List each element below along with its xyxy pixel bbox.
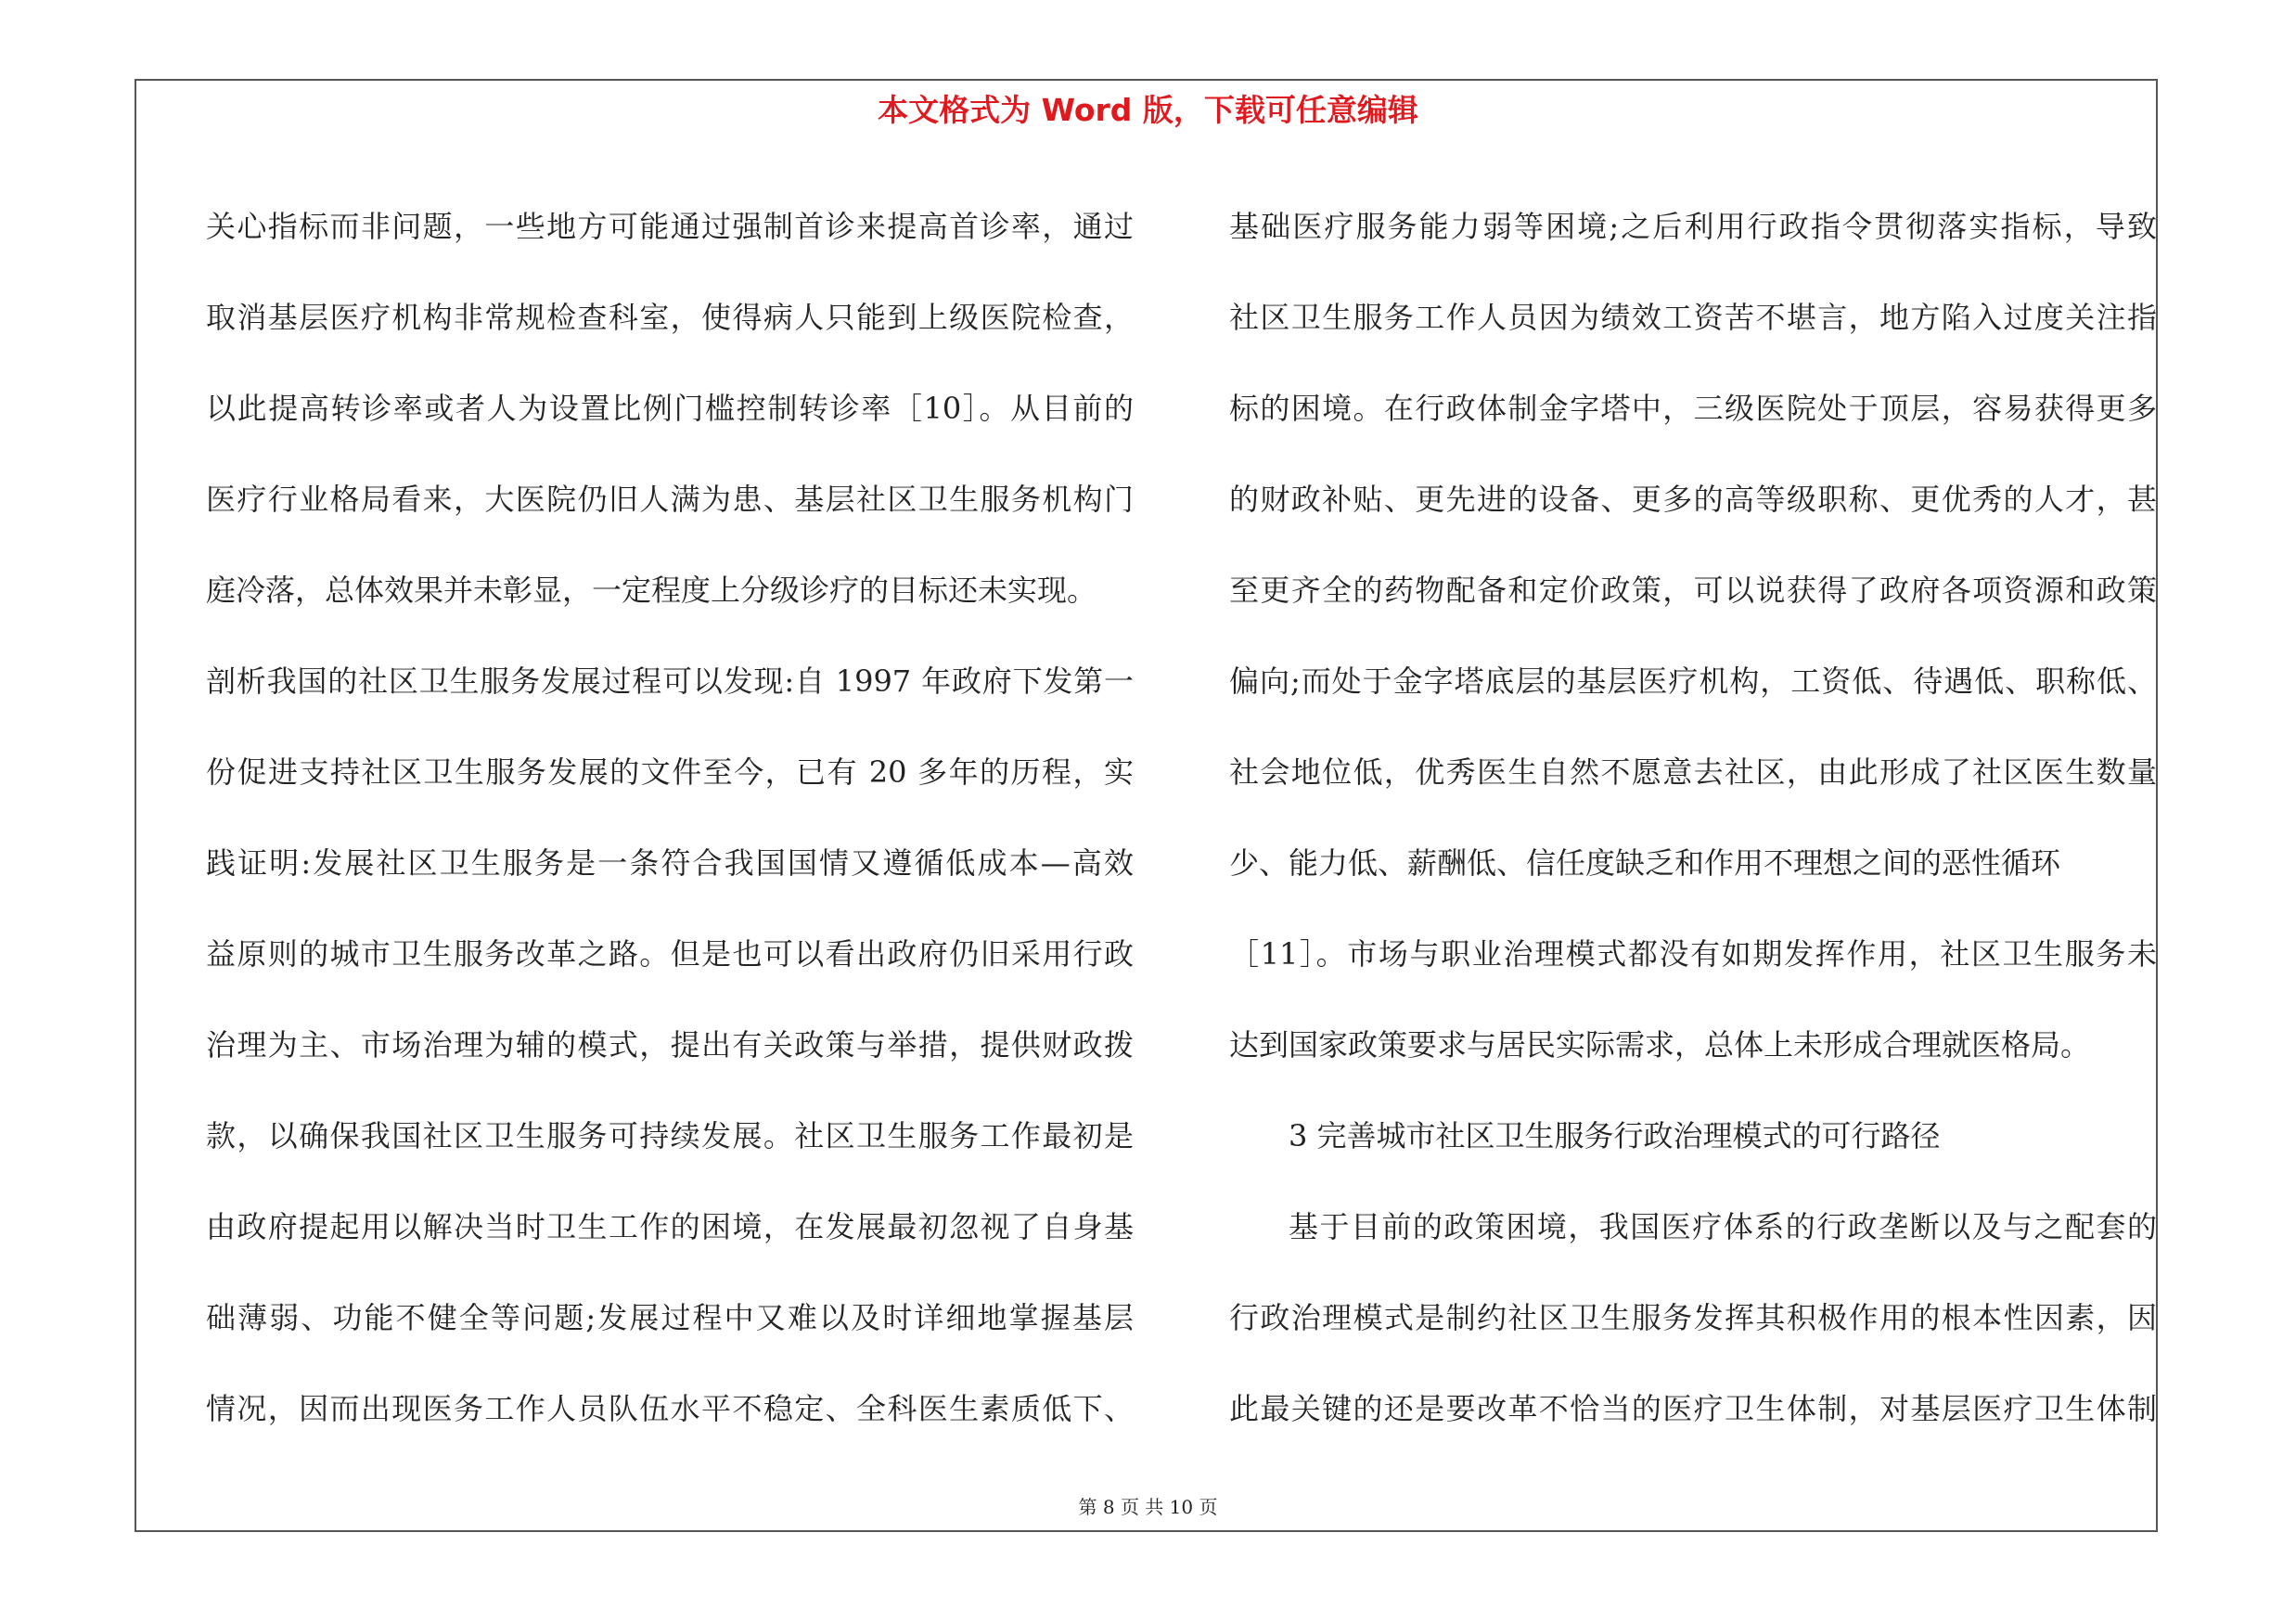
text-line: 情况，因而出现医务工作人员队伍水平不稳定、全科医生素质低下、 [206, 1391, 1134, 1426]
text-line: 份促进支持社区卫生服务发展的文件至今，已有 20 多年的历程，实 [206, 754, 1134, 790]
format-banner: 本文格式为 Word 版，下载可任意编辑 [878, 92, 1418, 128]
text-line: 医疗行业格局看来，大医院仍旧人满为患、基层社区卫生服务机构门 [206, 482, 1134, 517]
text-line: 达到国家政策要求与居民实际需求，总体上未形成合理就医格局。 [1229, 1027, 2091, 1063]
text-line: 行政治理模式是制约社区卫生服务发挥其积极作用的根本性因素，因 [1229, 1300, 2157, 1335]
text-line: 由政府提起用以解决当时卫生工作的困境，在发展最初忽视了自身基 [206, 1209, 1134, 1244]
text-line: 取消基层医疗机构非常规检查科室，使得病人只能到上级医院检查， [206, 300, 1134, 335]
text-line: 社区卫生服务工作人员因为绩效工资苦不堪言，地方陷入过度关注指 [1229, 300, 2157, 335]
text-line: 础薄弱、功能不健全等问题;发展过程中又难以及时详细地掌握基层 [206, 1300, 1134, 1335]
right-column [1229, 181, 2157, 1454]
text-line: 至更齐全的药物配备和定价政策，可以说获得了政府各项资源和政策 [1229, 573, 2157, 608]
text-line: 剖析我国的社区卫生服务发展过程可以发现:自 1997 年政府下发第一 [206, 663, 1134, 699]
text-line: 的财政补贴、更先进的设备、更多的高等级职称、更优秀的人才，甚 [1229, 482, 2157, 517]
text-line: 社会地位低，优秀医生自然不愿意去社区，由此形成了社区医生数量 [1229, 754, 2157, 790]
text-line: 庭冷落，总体效果并未彰显，一定程度上分级诊疗的目标还未实现。 [206, 573, 1097, 608]
left-column [206, 181, 1134, 1454]
text-line: 治理为主、市场治理为辅的模式，提出有关政策与举措，提供财政拨 [206, 1027, 1134, 1063]
text-line: 少、能力低、薪酬低、信任度缺乏和作用不理想之间的恶性循环 [1229, 845, 2061, 881]
text-line: 标的困境。在行政体制金字塔中，三级医院处于顶层，容易获得更多 [1229, 391, 2157, 426]
text-line: 此最关键的还是要改革不恰当的医疗卫生体制，对基层医疗卫生体制 [1229, 1391, 2157, 1426]
text-line: 益原则的城市卫生服务改革之路。但是也可以看出政府仍旧采用行政 [206, 936, 1134, 972]
text-line: 基础医疗服务能力弱等困境;之后利用行政指令贯彻落实指标，导致 [1229, 209, 2157, 244]
text-line: 关心指标而非问题，一些地方可能通过强制首诊来提高首诊率，通过 [206, 209, 1134, 244]
text-line: ［11］。市场与职业治理模式都没有如期发挥作用，社区卫生服务未 [1229, 936, 2157, 972]
text-line: 偏向;而处于金字塔底层的基层医疗机构，工资低、待遇低、职称低、 [1229, 663, 2157, 699]
text-line: 以此提高转诊率或者人为设置比例门槛控制转诊率［10］。从目前的 [206, 391, 1134, 426]
text-line: 基于目前的政策困境，我国医疗体系的行政垄断以及与之配套的 [1289, 1209, 2157, 1244]
section-heading: 3 完善城市社区卫生服务行政治理模式的可行路径 [1289, 1118, 1941, 1153]
text-line: 款，以确保我国社区卫生服务可持续发展。社区卫生服务工作最初是 [206, 1118, 1134, 1153]
text-line: 践证明:发展社区卫生服务是一条符合我国国情又遵循低成本—高效 [206, 845, 1134, 881]
page-number: 第 8 页 共 10 页 [1078, 1496, 1218, 1518]
